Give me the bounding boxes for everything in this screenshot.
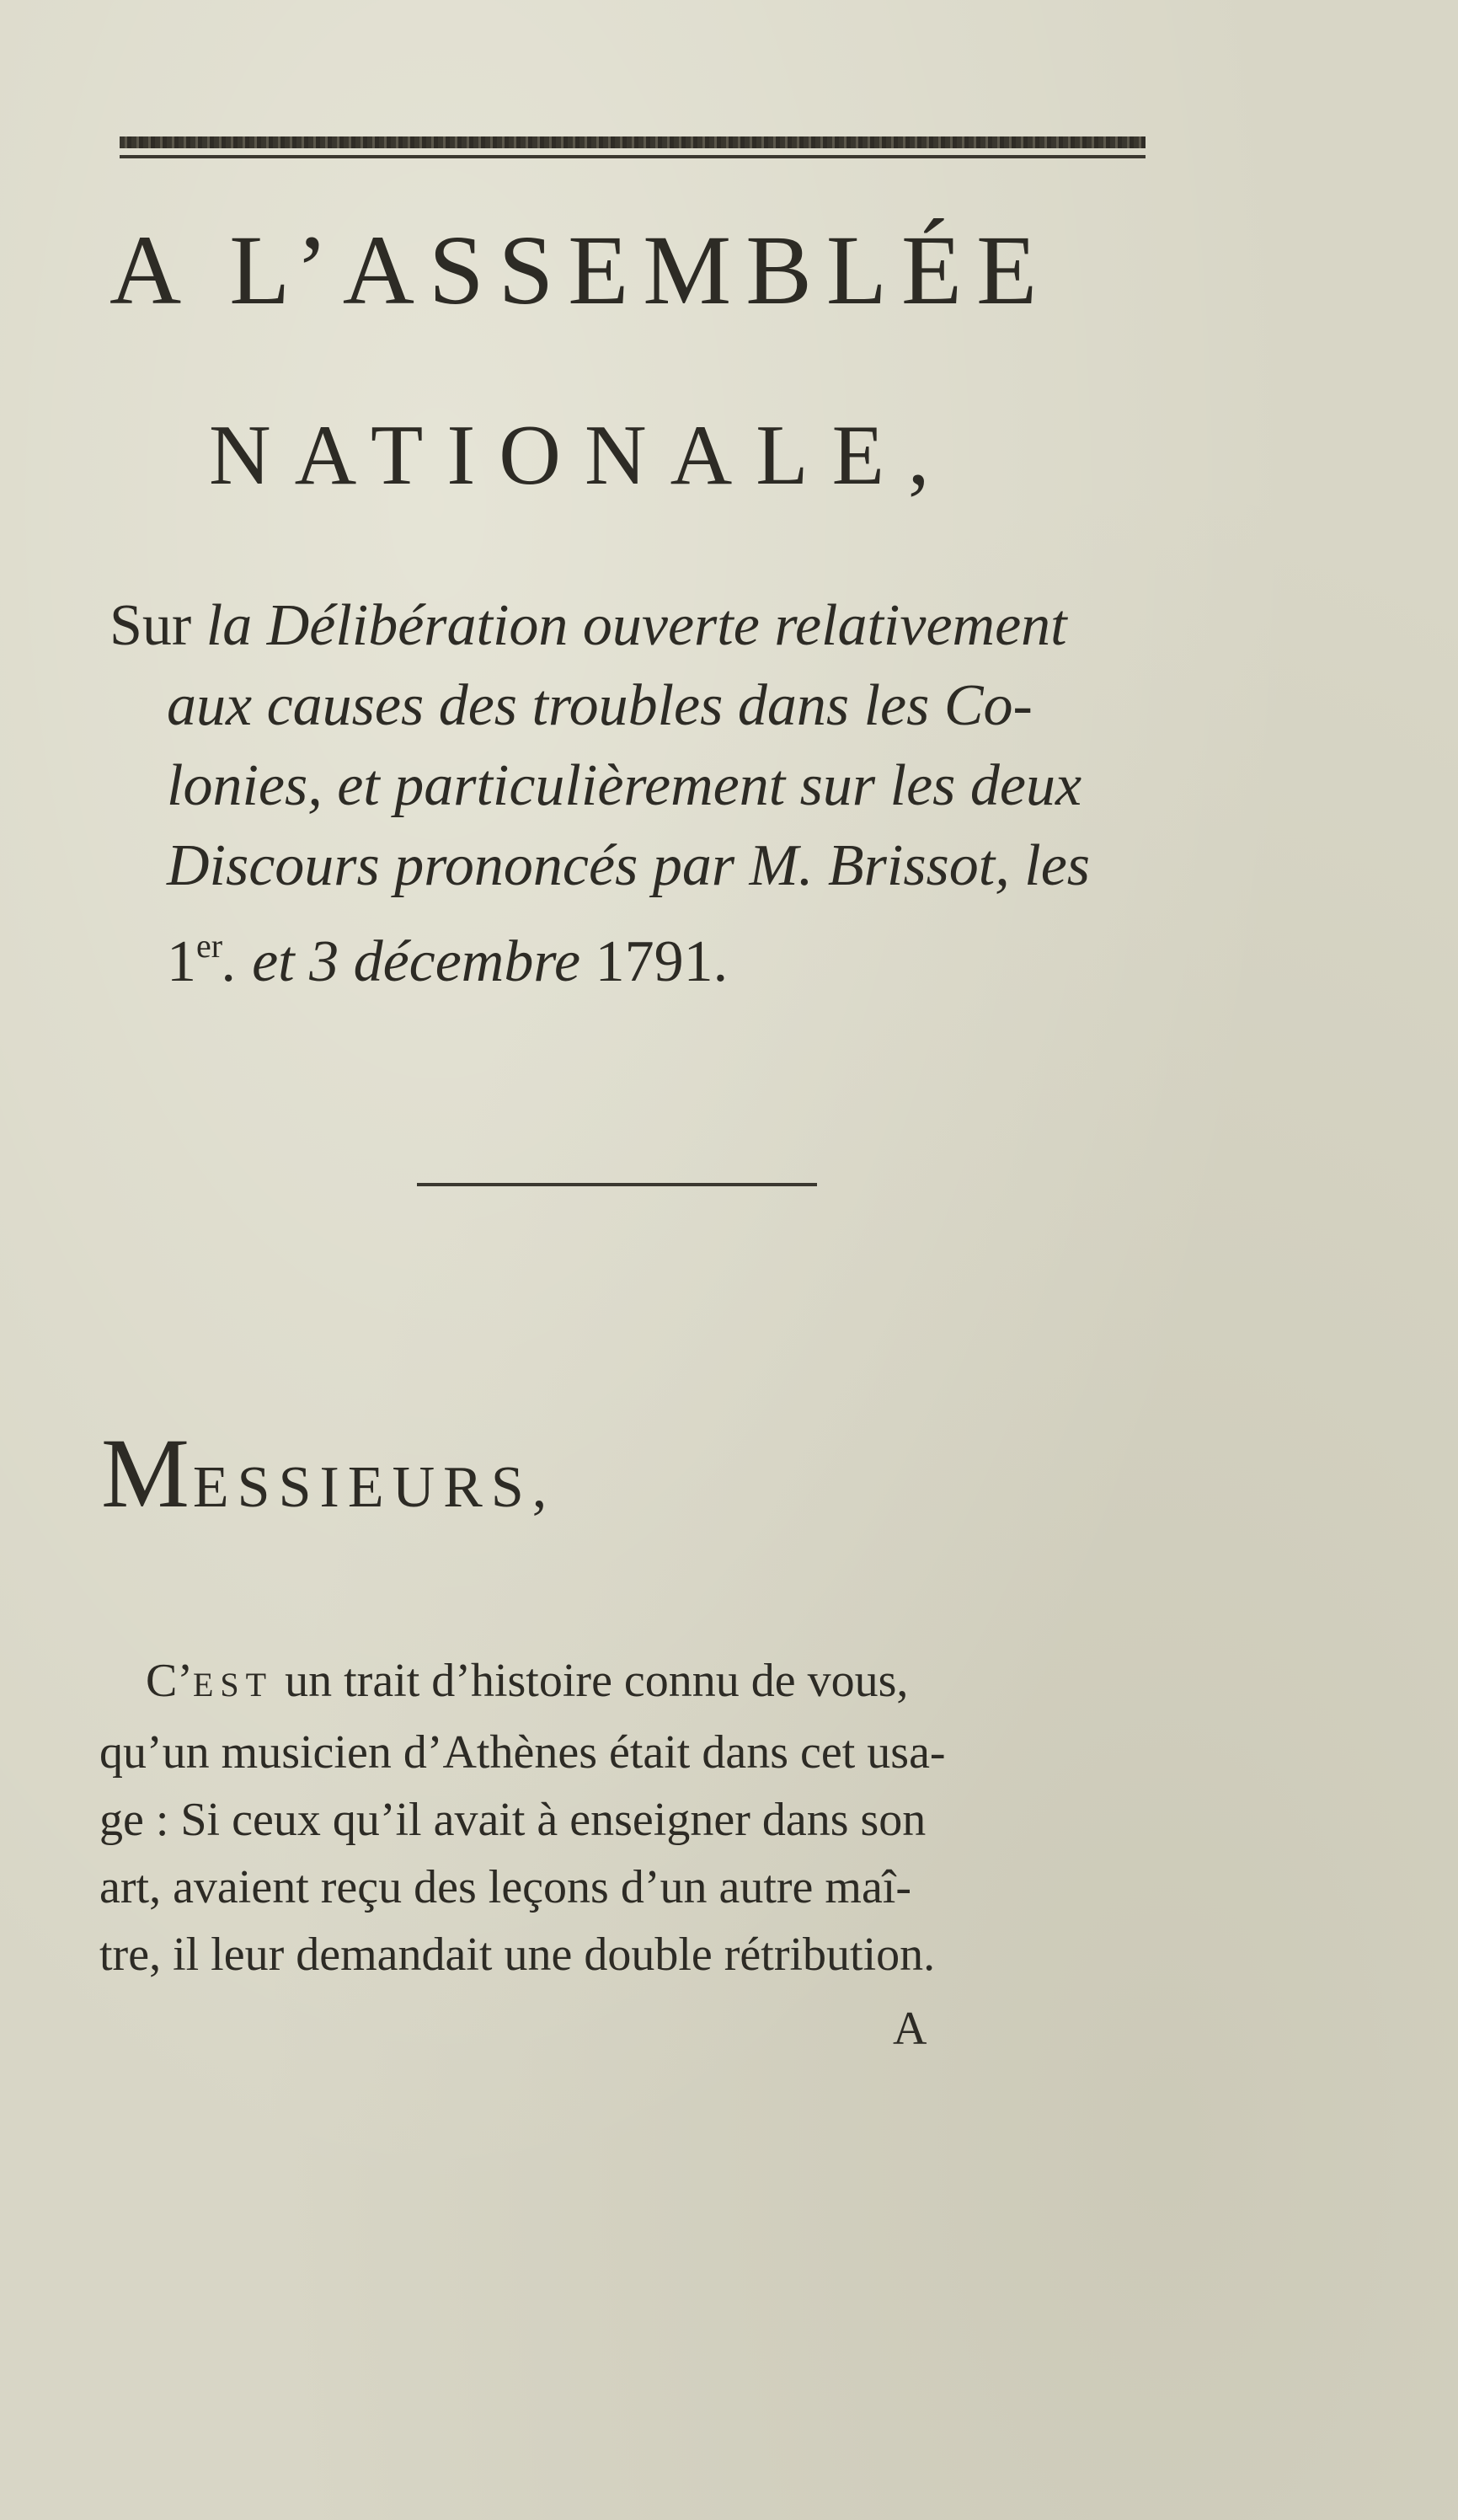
body-lead-initial: C’ [146, 1655, 193, 1707]
body-line-1-rest: un trait d’histoire connu de vous, [273, 1655, 909, 1707]
body-line-4: art, avaient reçu des leçons d’un autre maî- [99, 1861, 912, 1913]
date-day: 1 [167, 929, 196, 994]
body-line-2: qu’un musicien d’Athènes était dans cet usa- [99, 1726, 946, 1779]
subtitle-line-1-rest: la Délibération ouverte relativement [191, 593, 1067, 658]
subtitle-line-3: lonies, et particulièrement sur les deux [167, 753, 1082, 818]
body-lead-smallcaps: EST [193, 1666, 274, 1704]
subtitle-line-2: aux causes des troubles dans les Co- [167, 673, 1033, 738]
title-line-2: NATIONALE, [209, 408, 953, 503]
body-line-3: ge : Si ceux qu’il avait à enseigner dans son [99, 1794, 927, 1846]
salutation [101, 1418, 556, 1528]
date-superscript: er [196, 927, 223, 965]
subtitle-line-4: Discours prononcés par M. Brissot, les [167, 833, 1091, 898]
signature-mark: A [893, 2003, 927, 2055]
body-paragraph [99, 1647, 1144, 1988]
salutation-initial: M [101, 1418, 193, 1528]
ornamental-rule-top [120, 136, 1146, 148]
body-line-5: tre, il leur demandait une double rétribution. [99, 1929, 936, 1981]
salutation-rest: ESSIEURS, [192, 1455, 556, 1520]
subtitle-lead: Sur [109, 593, 192, 658]
date-year: 1791. [595, 929, 729, 994]
title-line-1: A L’ASSEMBLÉE [109, 215, 1052, 325]
subtitle-line-5 [109, 906, 1154, 1002]
divider-rule [417, 1183, 817, 1186]
thin-rule-top [120, 155, 1146, 158]
body-line-1 [99, 1647, 1144, 1719]
date-text: . et 3 décembre [222, 929, 595, 994]
subtitle-line-1 [109, 586, 1154, 666]
subtitle [109, 586, 1154, 1002]
